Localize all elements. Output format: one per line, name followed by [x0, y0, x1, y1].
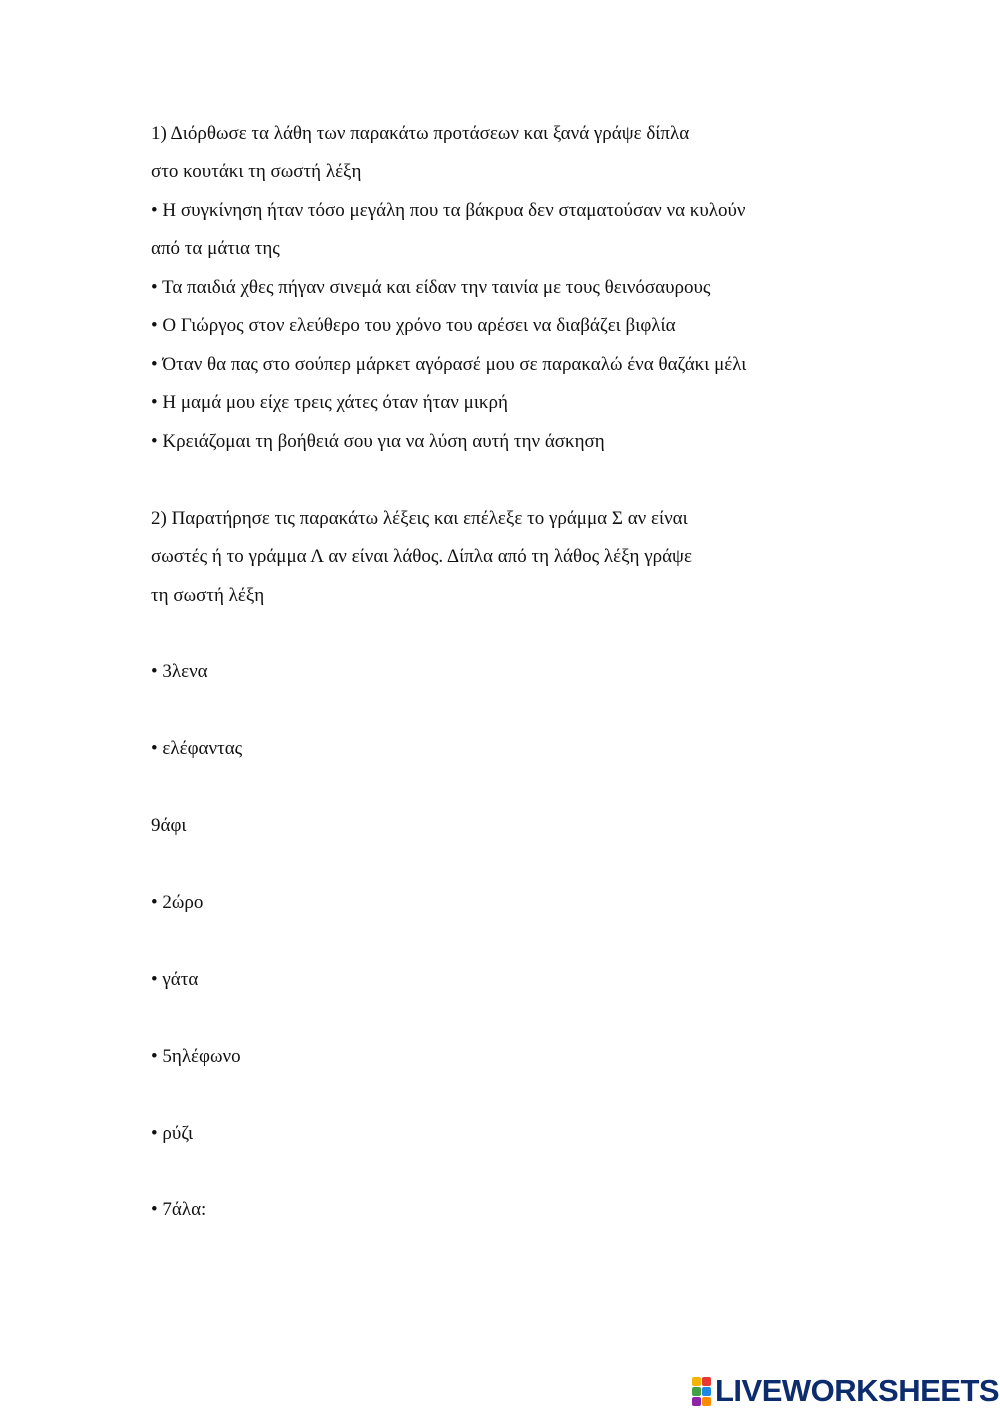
logo-block: [702, 1397, 711, 1406]
exercise2-word: • 3λενα: [151, 661, 208, 682]
logo-text: LIVEWORKSHEETS: [715, 1373, 1000, 1408]
exercise1-sentence: • Ο Γιώργος στον ελεύθερο του χρόνο του αρέσει να διαβάζει βιφλία: [151, 315, 676, 336]
exercise2-word: • ρύζι: [151, 1123, 194, 1144]
exercise2-title-line3: τη σωστή λέξη: [151, 585, 265, 606]
exercise1-sentence: • Τα παιδιά χθες πήγαν σινεμά και είδαν την ταινία με τους θεινόσαυρους: [151, 277, 711, 298]
exercise2-word: • 5ηλέφωνο: [151, 1046, 241, 1067]
exercise1-title-line1: 1) Διόρθωσε τα λάθη των παρακάτω προτάσεων και ξανά γράψε δίπλα: [151, 123, 690, 144]
logo-blocks-icon: [692, 1377, 711, 1406]
exercise1-sentence: • Η μαμά μου είχε τρεις χάτες όταν ήταν μικρή: [151, 392, 508, 413]
exercise2-title-line1: 2) Παρατήρησε τις παρακάτω λέξεις και επέλεξε το γράμμα Σ αν είναι: [151, 508, 688, 529]
liveworksheets-logo: [692, 1374, 999, 1408]
exercise2-word: • γάτα: [151, 969, 199, 990]
exercise2-word: • ελέφαντας: [151, 738, 243, 759]
exercise1-sentence: • Η συγκίνηση ήταν τόσο μεγάλη που τα βάκρυα δεν σταματούσαν να κυλούν: [151, 200, 746, 221]
logo-block: [692, 1387, 701, 1396]
logo-block: [692, 1397, 701, 1406]
logo-block: [702, 1387, 711, 1396]
logo-block: [702, 1377, 711, 1386]
exercise1-sentence: από τα μάτια της: [151, 238, 280, 259]
exercise2-word: 9άφι: [151, 815, 187, 836]
exercise1-title-line2: στο κουτάκι τη σωστή λέξη: [151, 161, 362, 182]
exercise2-word: • 7άλα:: [151, 1199, 207, 1220]
exercise2-word: • 2ώρο: [151, 892, 204, 913]
exercise1-sentence: • Όταν θα πας στο σούπερ μάρκετ αγόρασέ μου σε παρακαλώ ένα θαζάκι μέλι: [151, 354, 747, 375]
exercise2-title-line2: σωστές ή το γράμμα Λ αν είναι λάθος. Δίπλα από τη λάθος λέξη γράψε: [151, 546, 692, 567]
exercise1-sentence: • Κρειάζομαι τη βοήθειά σου για να λύση αυτή την άσκηση: [151, 431, 605, 452]
logo-block: [692, 1377, 701, 1386]
